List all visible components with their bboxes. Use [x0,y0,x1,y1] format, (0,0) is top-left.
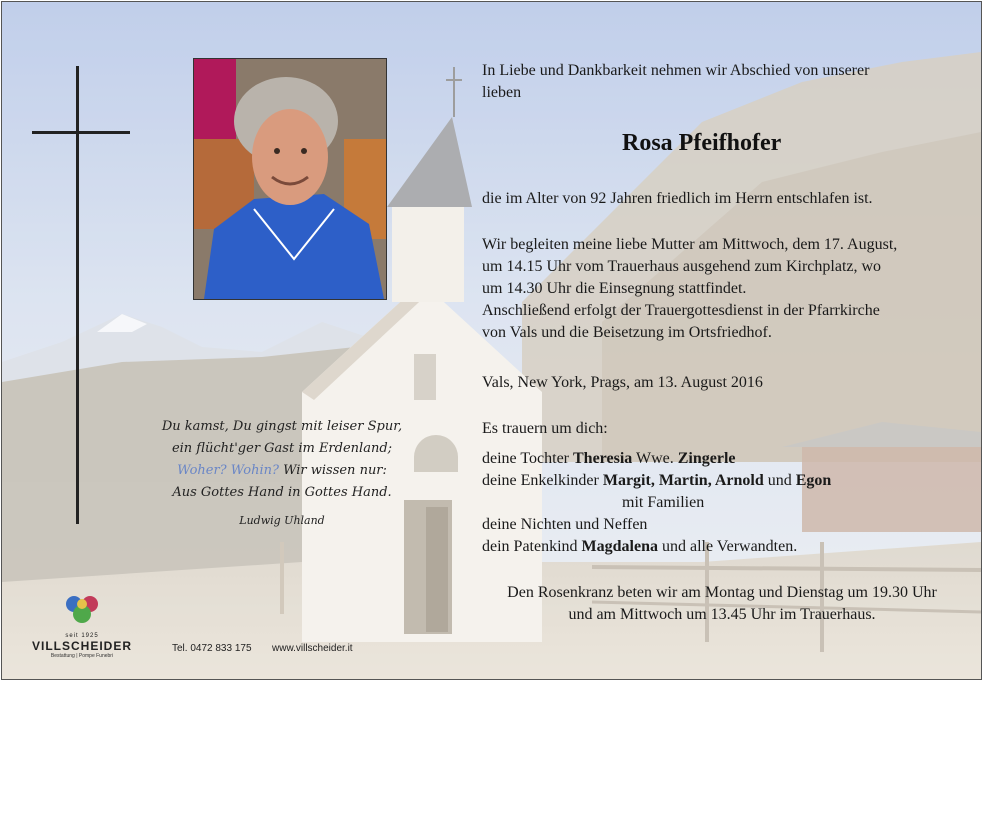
mourner-label: Wwe. [635,450,674,467]
poem-line [132,460,432,482]
mourner-label: deine Tochter [482,450,569,467]
mourner-label: und alle Verwandten. [662,538,798,555]
mourner-families: mit Familien [622,494,705,511]
phone-number: Tel. 0472 833 175 [172,643,252,654]
funeral-line: Wir begleiten meine liebe Mutter am Mittwoch, dem 17. August, [482,236,898,253]
mourner-label: deine Enkelkinder [482,472,599,489]
mourner-name: Theresia [573,450,633,467]
poem [132,416,432,532]
age-line: die im Alter von 92 Jahren friedlich im Herrn entschlafen ist. [482,190,873,207]
poem-author: Ludwig Uhland [239,514,325,527]
mourner-nieces: deine Nichten und Neffen [482,516,648,533]
rosary-line-1: Den Rosenkranz beten wir am Montag und Dienstag um 19.30 Uhr [507,584,937,601]
mourners-heading: Es trauern um dich: [482,420,608,437]
funeral-line: Anschließend erfolgt der Trauergottesdienst in der Pfarrkirche [482,302,880,319]
funeral-home-logo [32,592,132,659]
place-date: Vals, New York, Prags, am 13. August 2016 [482,374,763,391]
obituary-card [1,1,982,680]
funeral-line: um 14.30 Uhr die Einsegnung stattfindet. [482,280,747,297]
funeral-line: von Vals und die Beisetzung im Ortsfriedhof. [482,324,772,341]
poem-highlight: Woher? Wohin? [177,463,279,478]
intro-line-1: In Liebe und Dankbarkeit nehmen wir Abschied von unserer [482,62,870,79]
mourner-label: und [767,472,792,489]
mourner-grandchildren [482,470,902,492]
mourner-name: Egon [795,472,832,489]
logo-subtitle: Bestattung | Pompe Funebri [50,653,114,659]
mourners-list [482,448,902,558]
funeral-line: um 14.15 Uhr vom Trauerhaus ausgehend zum Kirchplatz, wo [482,258,882,275]
portrait-photo [193,58,387,300]
website-link[interactable]: www.villscheider.it [272,643,353,654]
funeral-details [482,234,897,344]
cross-horizontal-bar [32,131,130,134]
rosary-line-2: und am Mittwoch um 13.45 Uhr im Trauerhaus. [568,606,876,623]
logo-name: VILLSCHEIDER [32,639,133,653]
mourner-godchild [482,536,902,558]
mourner-name: Zingerle [677,450,736,467]
deceased-name: Rosa Pfeifhofer [622,130,782,156]
intro-text [482,60,962,104]
poem-line: ein flücht'ger Gast im Erdenland; [171,441,393,456]
mourner-name: Margit, Martin, Arnold [602,472,764,489]
poem-text: Wir wissen nur: [278,463,387,478]
poem-line: Du kamst, Du gingst mit leiser Spur, [161,419,403,434]
logo-since: seit 1925 [65,633,99,639]
poem-line: Aus Gottes Hand in Gottes Hand. [172,485,392,500]
cross-vertical-bar [76,66,79,524]
mourner-label: dein Patenkind [482,538,578,555]
rosary-info [482,582,962,626]
crest-icon [62,592,102,626]
mourner-daughter [482,448,902,470]
intro-line-2: lieben [482,84,522,101]
mourner-name: Magdalena [581,538,658,555]
